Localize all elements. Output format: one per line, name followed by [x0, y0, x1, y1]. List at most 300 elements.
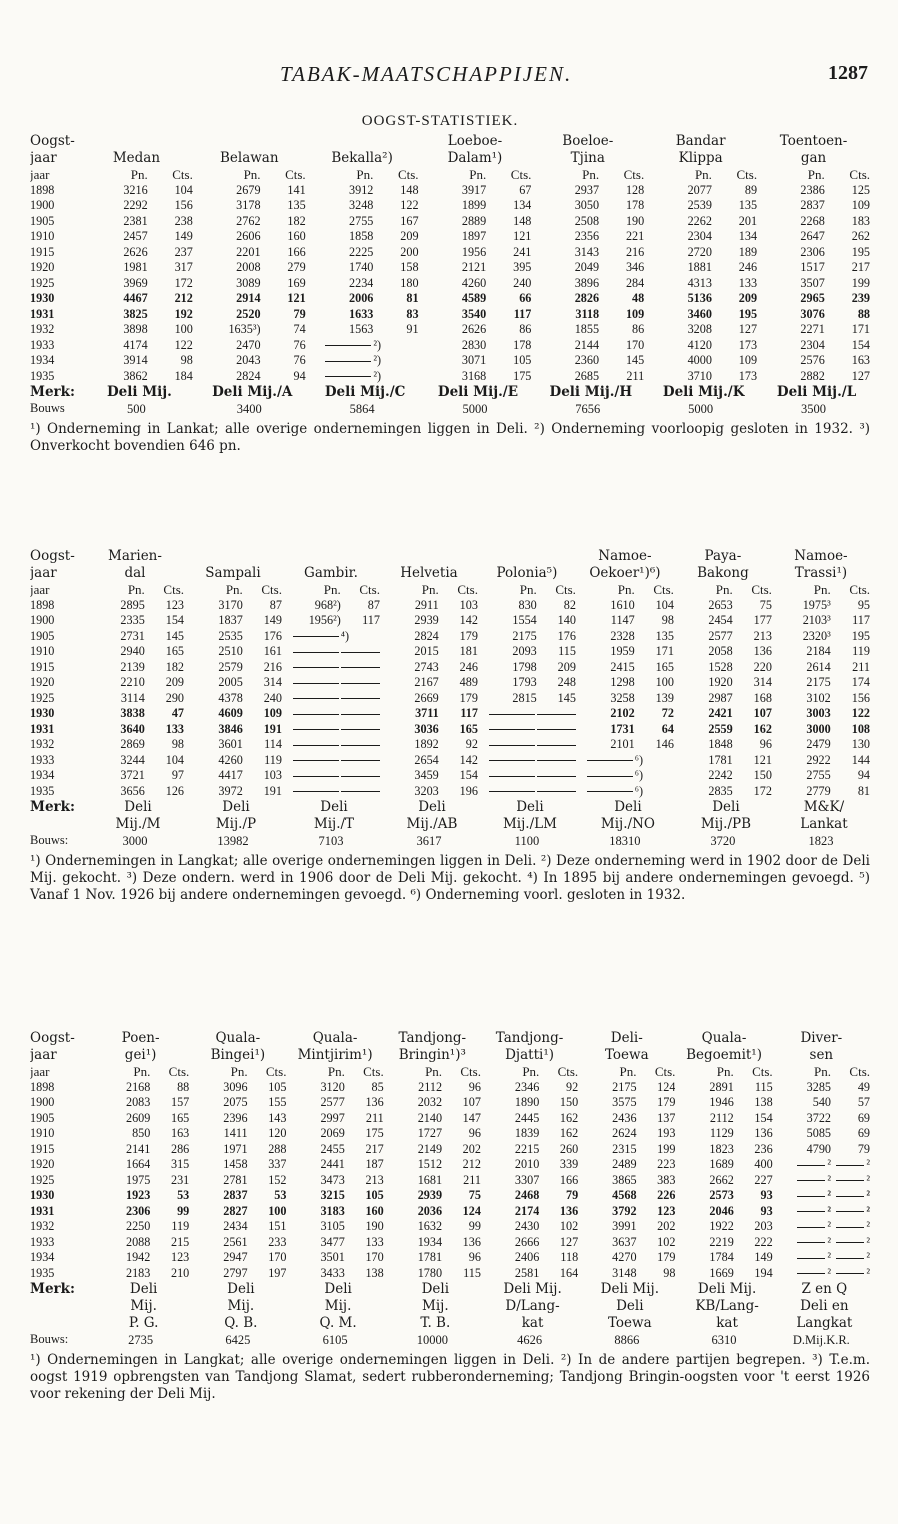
value-pn: [478, 784, 537, 800]
value-cts: 211: [852, 659, 870, 674]
value-cts: 158: [400, 260, 419, 274]
value-cts: 136: [365, 1095, 384, 1109]
value-pn: [773, 1173, 831, 1189]
merk-value: P. G.: [128, 1315, 159, 1331]
value-pn: [282, 644, 341, 660]
year-cell: 1931: [30, 306, 55, 321]
value-cts: 236: [754, 1141, 773, 1156]
value-pn: 3637: [612, 1234, 637, 1249]
merk-value: Deli Mij./L: [776, 384, 857, 400]
bouws-value: 1823: [808, 834, 834, 848]
value-pn: 2268: [800, 213, 825, 228]
value-cts: 182: [165, 659, 184, 674]
footnote-ref: ²: [827, 1172, 832, 1187]
merk-value: Deli: [222, 799, 250, 815]
bouws-value: 5864: [349, 402, 375, 416]
value-cts: 154: [459, 768, 478, 782]
merk-value: T. B.: [420, 1315, 451, 1331]
value-pn: 4467: [123, 291, 148, 305]
value-cts: 216: [625, 244, 645, 259]
value-cts: 279: [287, 260, 306, 274]
footnote-ref: ²: [866, 1234, 870, 1249]
value-pn: 2606: [236, 229, 261, 243]
value-cts: 79: [857, 1141, 870, 1156]
header-row: [30, 548, 870, 565]
value-cts: 199: [657, 1141, 676, 1156]
footnote-ref: ²: [827, 1219, 832, 1233]
value-cts: 140: [557, 613, 576, 627]
merk-value: Deli Mij./K: [662, 384, 745, 400]
value-cts: 337: [268, 1157, 287, 1171]
value-cts: 138: [754, 1095, 773, 1109]
value-pn: 4260: [218, 752, 243, 767]
value-cts: 69: [857, 1126, 870, 1140]
value-pn: 3244: [120, 752, 145, 767]
value-cts: 284: [625, 275, 645, 290]
value-pn: 2869: [120, 737, 145, 751]
value-cts: 149: [263, 613, 282, 627]
value-pn: 2103³: [802, 613, 831, 627]
dash-mark: [341, 729, 380, 730]
value-pn: 2940: [120, 644, 145, 658]
value-cts: 105: [268, 1079, 287, 1094]
bouws-value: 7103: [318, 834, 344, 848]
value-cts: 213: [753, 628, 772, 643]
value-pn: 2140: [417, 1110, 443, 1125]
merk-value: Deli: [712, 799, 740, 815]
merk-label: [30, 1298, 92, 1315]
dash-mark: [537, 776, 576, 777]
merk-value: Deli Mij.: [106, 384, 172, 400]
value-pn: 2112: [709, 1110, 734, 1125]
value-cts: [831, 1188, 870, 1204]
dash-mark: [537, 791, 576, 792]
value-cts: 95: [857, 597, 870, 612]
value-cts: 93: [760, 1188, 773, 1202]
value-pn: 1635³): [228, 322, 261, 336]
year-label: jaar: [30, 1064, 50, 1079]
year-cell: 1915: [30, 244, 55, 259]
value-pn: 3896: [574, 275, 600, 290]
value-cts: 108: [851, 721, 870, 736]
value-cts: 86: [632, 322, 645, 336]
value-cts: 53: [177, 1188, 190, 1202]
estate-header: Loeboe-: [447, 133, 503, 149]
value-pn: 3912: [349, 182, 374, 197]
value-pn: 1855: [574, 322, 600, 336]
unit-cts: Cts.: [460, 1064, 481, 1079]
value-cts: 165: [459, 721, 478, 736]
value-pn: 2520: [236, 306, 261, 321]
value-cts: 165: [655, 659, 674, 674]
value-pn: 2184: [806, 644, 831, 658]
estate-header: Dalam¹): [447, 150, 503, 166]
value-cts: 160: [287, 229, 306, 243]
table-row: [30, 722, 870, 738]
footnote-ref: ²: [866, 1250, 870, 1264]
value-cts: 212: [174, 291, 193, 305]
value-cts: 122: [174, 337, 193, 352]
bouws-value: 5000: [462, 402, 488, 416]
merk-value: Q. B.: [224, 1315, 258, 1331]
value-cts: 98: [171, 737, 184, 751]
value-cts: 64: [661, 721, 674, 736]
value-pn: [773, 1235, 831, 1251]
value-cts: 57: [857, 1095, 870, 1109]
value-pn: 2626: [461, 322, 487, 336]
table-row: [30, 706, 870, 722]
harvest-table-3: [30, 1030, 870, 1348]
bouws-value: 3400: [236, 402, 262, 416]
value-cts: [831, 1235, 870, 1251]
dash-mark: [836, 1196, 864, 1197]
value-cts: 194: [754, 1265, 773, 1280]
table-row: [30, 737, 870, 753]
table-row: [30, 660, 870, 676]
merk-value: Mij./M: [115, 816, 161, 832]
merk-value: Deli en: [800, 1298, 849, 1314]
bouws-value: 4626: [517, 1333, 543, 1347]
value-cts: 156: [851, 690, 870, 705]
year-header: jaar: [30, 565, 57, 581]
value-pn: 4000: [687, 353, 712, 367]
merk-value: Mij./LM: [502, 816, 557, 832]
value-cts: 98: [180, 353, 193, 367]
table-row: [30, 598, 870, 614]
table-row: [30, 229, 870, 245]
value-pn: 2175: [512, 628, 537, 643]
estate-header: Oekoer¹)⁶): [589, 565, 661, 581]
unit-cts: Cts.: [261, 582, 282, 597]
table-row: [30, 183, 870, 199]
bouws-value: 18310: [609, 834, 641, 848]
merk-value: Q. M.: [319, 1315, 357, 1331]
value-cts: 168: [753, 690, 772, 705]
footnote-ref: ²: [866, 1219, 870, 1233]
value-pn: [282, 768, 341, 784]
value-pn: 2335: [120, 613, 145, 627]
dash-mark: [537, 745, 576, 746]
merk-value: Deli: [124, 799, 152, 815]
value-cts: 126: [165, 783, 184, 798]
value-pn: 1669: [709, 1265, 734, 1280]
unit-cts: Cts.: [285, 167, 306, 182]
value-pn: 1298: [610, 675, 635, 689]
value-pn: 2250: [125, 1219, 151, 1233]
value-pn: 2396: [223, 1110, 248, 1125]
value-cts: 145: [557, 690, 576, 705]
value-cts: 173: [738, 368, 758, 383]
value-cts: 201: [738, 213, 758, 228]
value-cts: 124: [657, 1079, 676, 1094]
value-pn: 1727: [417, 1126, 443, 1140]
merk-value: Deli Mij./A: [212, 384, 293, 400]
value-pn: 3846: [218, 721, 243, 736]
value-pn: 4174: [123, 337, 148, 352]
table-row: [30, 198, 870, 214]
value-pn: 2891: [709, 1079, 734, 1094]
dash-mark: [489, 791, 535, 792]
value-pn: 1554: [512, 613, 537, 627]
value-pn: 3216: [123, 182, 148, 197]
value-pn: 3248: [349, 198, 374, 212]
estate-header: Klippa: [678, 150, 723, 166]
year-header: jaar: [30, 150, 57, 166]
dash-mark: [293, 683, 339, 684]
value-cts: 69: [857, 1110, 870, 1125]
value-cts: 96: [468, 1079, 481, 1094]
dash-mark: [797, 1227, 825, 1228]
value-pn: 3838: [120, 706, 145, 720]
unit-cts: Cts.: [557, 1064, 579, 1079]
value-pn: 2149: [417, 1141, 443, 1156]
value-cts: 191: [263, 721, 282, 736]
merk-value: Deli: [324, 1281, 352, 1297]
value-pn: 2669: [414, 690, 439, 705]
merk-value: Deli: [320, 799, 348, 815]
value-pn: 2112: [418, 1079, 443, 1094]
value-pn: 2679: [236, 182, 261, 197]
value-cts: 155: [268, 1095, 287, 1109]
value-pn: [282, 737, 341, 753]
value-cts: 166: [287, 244, 306, 259]
bouws-value: 13982: [217, 834, 249, 848]
value-pn: 2647: [800, 229, 825, 243]
value-cts: 142: [459, 752, 478, 767]
year-cell: 1910: [30, 644, 55, 658]
value-pn: 2436: [612, 1110, 637, 1125]
value-pn: 2320³: [802, 628, 831, 643]
value-pn: 1512: [417, 1157, 443, 1171]
estate-header: Tandjong-: [495, 1030, 564, 1046]
merk-row: [30, 816, 870, 833]
value-pn: 1780: [417, 1265, 443, 1280]
header-row: [30, 133, 870, 150]
value-cts: 177: [753, 613, 772, 627]
table-row: [30, 1188, 870, 1204]
year-cell: 1932: [30, 322, 55, 336]
value-cts: [341, 722, 380, 738]
value-cts: 240: [263, 690, 282, 705]
value-cts: 195: [851, 244, 870, 259]
value-pn: 3285: [806, 1079, 832, 1094]
value-pn: 3792: [612, 1203, 637, 1218]
year-cell: 1920: [30, 675, 55, 689]
value-cts: 109: [263, 706, 282, 720]
footnote-3: ¹) Ondernemingen in Langkat; alle overige ondernemingen liggen in Deli. ²) In de andere partijen begrepen. ³) T.e.m. oogst 1919 opbrengsten van Tandjong Slamat, sedert rubberonderneming; Tandjong Bringin-oogsten voor 't eerst 1926 voor rekening der Deli Mij.: [30, 1352, 870, 1402]
value-cts: [831, 1266, 870, 1282]
table-row: [30, 753, 870, 769]
value-pn: 1975: [125, 1172, 151, 1187]
value-cts: 199: [851, 275, 870, 290]
table-row: [30, 307, 870, 323]
value-cts: 87: [367, 597, 380, 612]
value-cts: 246: [738, 260, 758, 274]
dash-mark: [489, 714, 535, 715]
value-pn: 2535: [218, 628, 243, 643]
value-cts: 383: [657, 1172, 676, 1187]
value-cts: 104: [655, 597, 674, 612]
value-pn: [773, 1157, 831, 1173]
value-cts: 209: [738, 291, 758, 305]
value-pn: 2939: [414, 613, 439, 627]
value-cts: [831, 1250, 870, 1266]
value-pn: 2561: [223, 1234, 248, 1249]
value-pn: 1946: [709, 1095, 734, 1109]
value-cts: 175: [513, 368, 532, 383]
dash-mark: [293, 791, 339, 792]
value-cts: 121: [753, 752, 772, 767]
year-cell: 1920: [30, 1157, 55, 1171]
table-row: [30, 1266, 870, 1282]
table-row: [30, 276, 870, 292]
unit-cts: Cts.: [397, 167, 419, 182]
value-cts: 395: [513, 260, 532, 274]
value-cts: 165: [165, 644, 184, 658]
unit-cts: Cts.: [849, 582, 870, 597]
estate-header: Paya-: [704, 548, 742, 564]
value-cts: 134: [738, 229, 758, 243]
value-cts: 92: [465, 737, 478, 751]
value-cts: [537, 737, 576, 753]
estate-header: gan: [800, 150, 827, 166]
value-cts: 96: [468, 1126, 481, 1140]
value-cts: 315: [170, 1157, 190, 1171]
value-cts: 123: [657, 1203, 676, 1218]
value-cts: 215: [170, 1234, 190, 1249]
unit-cts: Cts.: [163, 582, 184, 597]
value-pn: 1934: [417, 1234, 443, 1249]
estate-header: Diver-: [800, 1030, 843, 1046]
value-cts: 183: [851, 213, 870, 228]
dash-mark: [293, 636, 339, 637]
value-pn: 2101: [610, 737, 635, 751]
value-cts: ⁶): [634, 783, 644, 798]
estate-header: Mintjirim¹): [297, 1047, 373, 1063]
value-pn: 3862: [123, 368, 148, 383]
merk-value: Deli Mij./E: [437, 384, 519, 400]
value-cts: 220: [753, 659, 772, 674]
value-cts: 141: [287, 182, 306, 197]
value-cts: 179: [459, 690, 478, 705]
value-cts: 211: [626, 368, 645, 383]
value-cts: 170: [365, 1250, 384, 1264]
value-pn: 3477: [320, 1234, 345, 1249]
value-pn: [282, 660, 341, 676]
unit-pn: Pn.: [356, 167, 374, 182]
value-pn: 3991: [612, 1219, 637, 1233]
dash-mark: [587, 791, 633, 792]
value-pn: 4270: [612, 1250, 637, 1264]
year-cell: 1935: [30, 1265, 55, 1280]
value-pn: [773, 1250, 831, 1266]
bouws-label: Bouws:: [30, 1332, 69, 1347]
harvest-table-2: [30, 548, 870, 849]
year-header: Oogst-: [30, 1030, 75, 1046]
year-cell: 1915: [30, 1141, 55, 1156]
merk-value: Mij.: [324, 1298, 352, 1314]
value-cts: 47: [171, 706, 184, 720]
header-row: [30, 150, 870, 167]
estate-header: Bakong: [697, 565, 749, 581]
value-cts: 400: [754, 1157, 773, 1171]
value-pn: 2167: [414, 675, 439, 689]
value-pn: 2762: [236, 213, 261, 228]
unit-row: [30, 1064, 870, 1080]
year-cell: 1933: [30, 337, 55, 352]
value-pn: 2069: [320, 1126, 345, 1140]
unit-cts: Cts.: [510, 167, 532, 182]
merk-row: [30, 1281, 870, 1298]
merk-value: Deli Mij./C: [324, 384, 406, 400]
merk-value: Mij.: [227, 1298, 255, 1314]
table-row: [30, 353, 870, 369]
value-pn: 2965: [800, 291, 825, 305]
value-pn: 2576: [800, 353, 825, 367]
value-cts: 117: [460, 706, 478, 720]
footnote-ref: ²: [866, 1203, 870, 1218]
value-pn: 2815: [512, 690, 537, 705]
value-pn: 1411: [223, 1126, 248, 1140]
value-cts: 233: [268, 1234, 287, 1249]
table-row: [30, 369, 870, 385]
value-pn: 2441: [320, 1157, 345, 1171]
value-pn: 3208: [687, 322, 712, 336]
value-pn: 3722: [806, 1110, 832, 1125]
dash-mark: [836, 1211, 864, 1212]
year-cell: 1925: [30, 690, 55, 705]
value-cts: 97: [171, 768, 184, 782]
value-pn: 3710: [687, 368, 712, 383]
value-cts: 190: [625, 213, 645, 228]
value-cts: 133: [738, 275, 758, 290]
bouws-label: Bouws: [30, 401, 65, 416]
value-cts: ²): [373, 337, 382, 352]
value-cts: 127: [559, 1234, 579, 1249]
value-pn: [282, 691, 341, 707]
estate-header: Gambir.: [304, 565, 358, 581]
dash-mark: [836, 1165, 864, 1166]
value-pn: 2454: [708, 613, 733, 627]
value-pn: 2468: [514, 1188, 540, 1202]
table-row: [30, 1250, 870, 1266]
value-pn: 1681: [417, 1172, 443, 1187]
table-row: [30, 1235, 870, 1251]
unit-pn: Pn.: [582, 167, 600, 182]
value-cts: 202: [657, 1219, 676, 1233]
unit-cts: Cts.: [752, 1064, 773, 1079]
unit-cts: Cts.: [265, 1064, 287, 1079]
year-cell: 1920: [30, 260, 55, 274]
value-pn: 1890: [514, 1095, 540, 1109]
footnote-ref: ²: [866, 1157, 870, 1171]
merk-label: Merk:: [30, 384, 75, 400]
value-cts: 237: [174, 244, 193, 259]
value-pn: 2262: [687, 213, 712, 228]
value-cts: [341, 706, 380, 722]
value-cts: 217: [365, 1141, 384, 1156]
year-header: Oogst-: [30, 548, 75, 564]
value-cts: 174: [851, 675, 870, 689]
value-cts: 130: [851, 737, 870, 751]
value-pn: 1781: [708, 752, 733, 767]
value-cts: 148: [513, 213, 532, 228]
value-pn: 4609: [218, 706, 243, 720]
estate-header: Quala-: [701, 1030, 747, 1046]
header-row: [30, 1047, 870, 1064]
value-cts: 176: [557, 628, 576, 643]
value-cts: 169: [287, 275, 306, 290]
